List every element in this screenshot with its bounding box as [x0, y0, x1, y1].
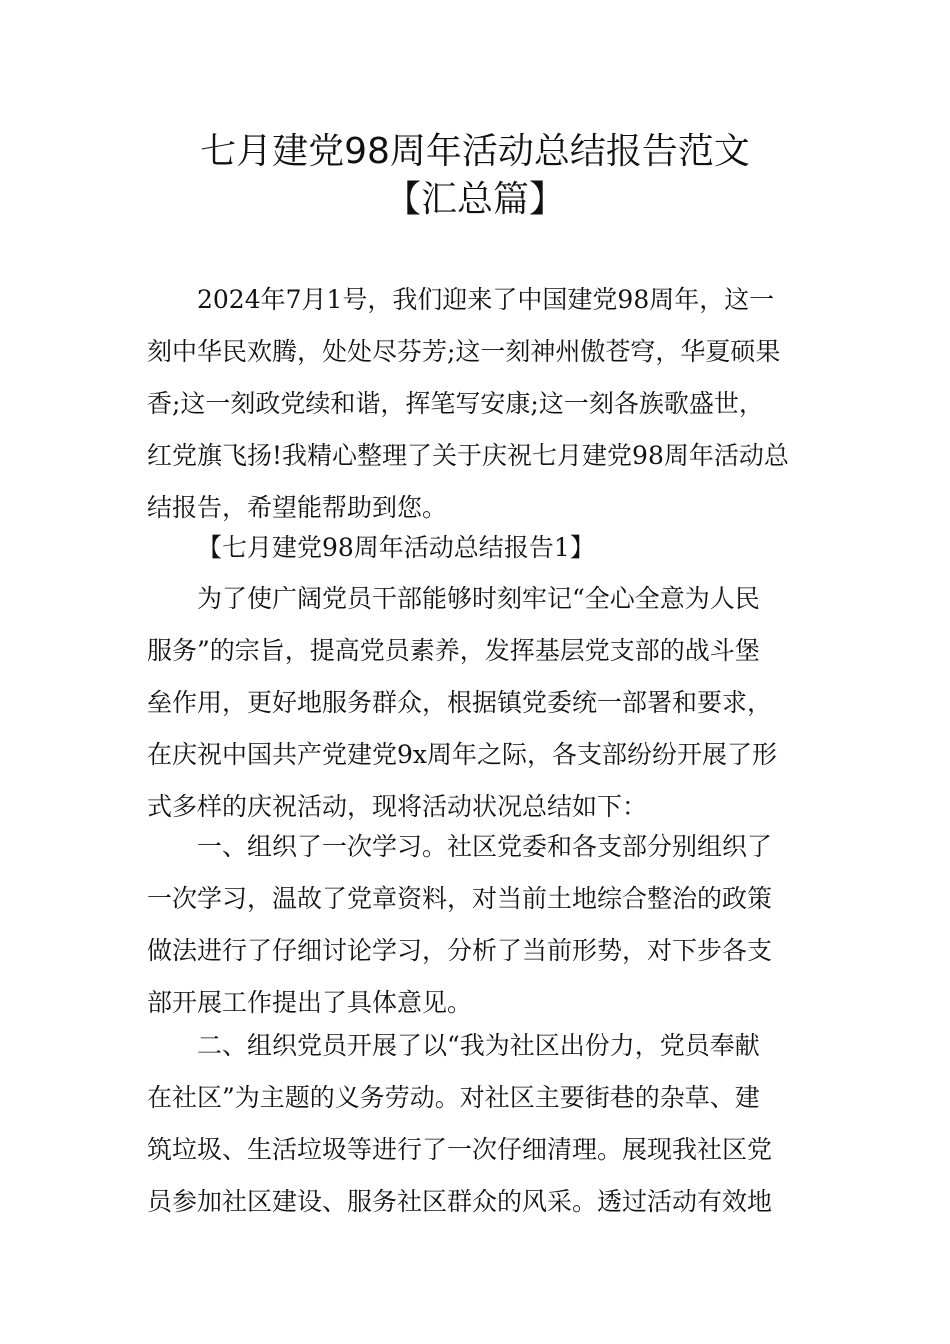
- section-heading-line: 【七月建党98周年活动总结报告1】: [197, 533, 595, 562]
- paragraph-item-one: [147, 821, 813, 1029]
- paragraph-line: 在庆祝中国共产党建党9x周年之际，各支部纷纷开展了形: [147, 740, 778, 769]
- paragraph-line: 做法进行了仔细讨论学习，分析了当前形势，对下步各支: [147, 936, 773, 965]
- paragraph-line: 结报告，希望能帮助到您。: [147, 493, 448, 522]
- paragraph-intro: [147, 274, 813, 534]
- document-title: 七月建党98周年活动总结报告范文: [200, 131, 750, 172]
- paragraph-item-two: [147, 1020, 813, 1228]
- paragraph-line: 服务”的宗旨，提高党员素养，发挥基层党支部的战斗堡: [147, 636, 760, 665]
- paragraph-purpose: [147, 573, 813, 833]
- paragraph-line: 为了使广阔党员干部能够时刻牢记“全心全意为人民: [197, 584, 760, 613]
- paragraph-line: 2024年7月1号，我们迎来了中国建党98周年，这一: [197, 285, 775, 314]
- paragraph-line: 红党旗飞扬!我精心整理了关于庆祝七月建党98周年活动总: [147, 441, 789, 470]
- paragraph-line: 员参加社区建设、服务社区群众的风采。透过活动有效地: [147, 1187, 773, 1216]
- paragraph-line: 式多样的庆祝活动，现将活动状况总结如下：: [147, 792, 648, 821]
- paragraph-line: 一、组织了一次学习。社区党委和各支部分别组织了: [197, 832, 773, 861]
- section-heading: [147, 522, 813, 574]
- paragraph-line: 垒作用，更好地服务群众，根据镇党委统一部署和要求，: [147, 688, 773, 717]
- paragraph-line: 在社区”为主题的义务劳动。对社区主要街巷的杂草、建: [147, 1083, 760, 1112]
- paragraph-line: 香;这一刻政党续和谐，挥笔写安康;这一刻各族歌盛世，: [147, 389, 764, 418]
- paragraph-line: 二、组织党员开展了以“我为社区出份力，党员奉献: [197, 1031, 760, 1060]
- paragraph-line: 筑垃圾、生活垃圾等进行了一次仔细清理。展现我社区党: [147, 1135, 773, 1164]
- paragraph-line: 刻中华民欢腾，处处尽芬芳;这一刻神州傲苍穹，华夏硕果: [147, 337, 781, 366]
- paragraph-line: 一次学习，温故了党章资料，对当前土地综合整治的政策: [147, 884, 773, 913]
- paragraph-line: 部开展工作提出了具体意见。: [147, 988, 473, 1017]
- document-subtitle: 【汇总篇】: [384, 179, 565, 220]
